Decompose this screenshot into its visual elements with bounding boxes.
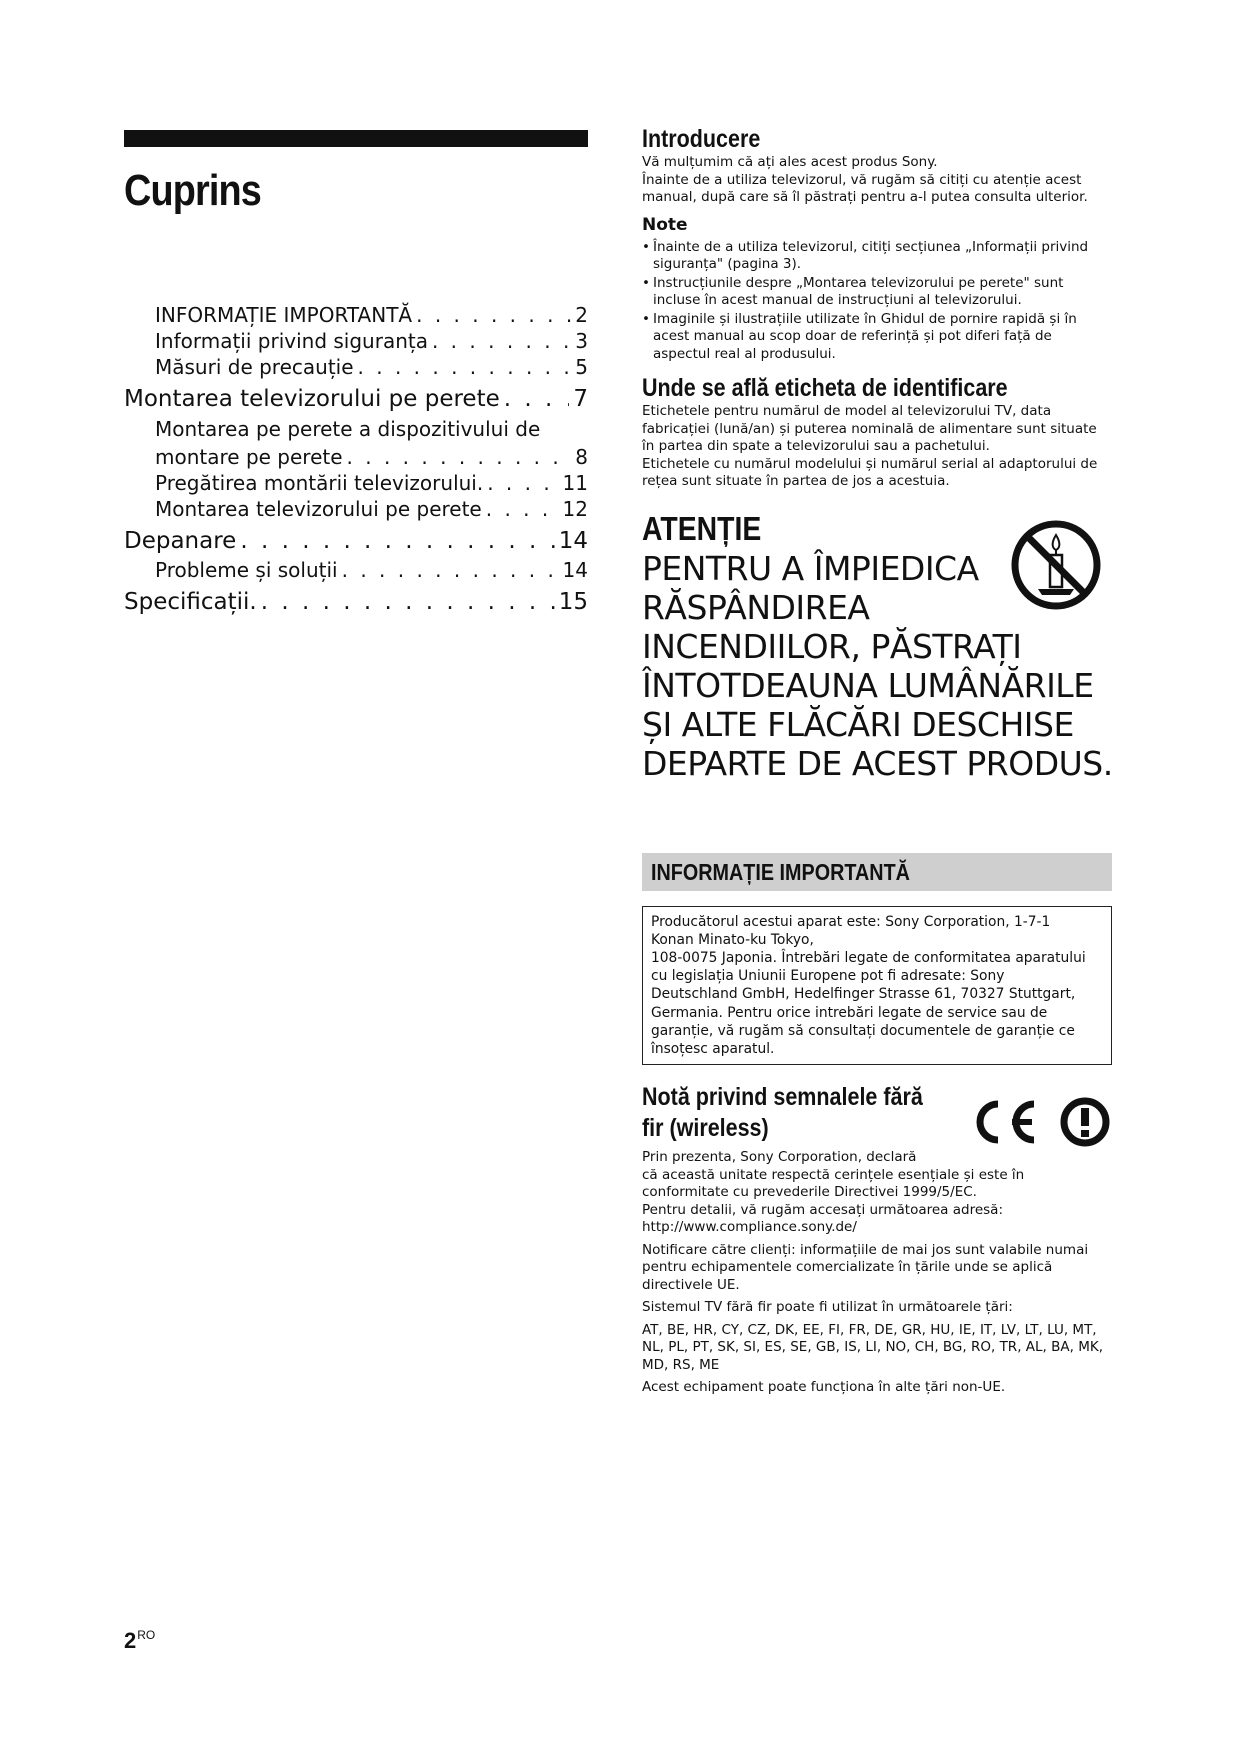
table-of-contents	[124, 130, 588, 615]
toc-entry[interactable]	[124, 526, 588, 557]
toc-entry-page: 11	[562, 471, 588, 495]
toc-leader	[358, 354, 572, 380]
toc-entry-page: 8	[575, 445, 588, 469]
toc-entry-page: 12	[562, 497, 588, 521]
toc-entry-label: montare pe perete	[155, 445, 343, 469]
intro-paragraph: Vă mulțumim că ați ales acest produs Sony.	[642, 154, 938, 170]
note-item: • Imaginile și ilustrațiile utilizate în Ghidul de pornire rapidă și în acest manual au scop doar de referință și pot diferi față de aspectul real al produsului.	[642, 311, 1112, 364]
wireless-paragraph: Acest echipament poate funcționa în alte țări non-UE.	[642, 1379, 1006, 1396]
intro-title: Introducere	[642, 125, 761, 153]
label-paragraph: Etichetele pentru numărul de model al televizorului TV, data fabricației (lună/an) și puterea nominală de alimentare sunt situate în partea din spate a televizorului sau a pachetului.	[642, 403, 1097, 454]
important-info-header	[642, 853, 1112, 891]
manufacturer-info-box	[642, 906, 1112, 1066]
page-number-value: 2	[124, 1628, 137, 1653]
toc-entry[interactable]	[124, 444, 588, 470]
toc-entry[interactable]	[124, 384, 588, 415]
no-candle-icon	[1010, 519, 1102, 611]
toc-entry[interactable]	[124, 328, 588, 354]
toc-leader	[487, 470, 558, 496]
toc-leader	[432, 328, 571, 354]
toc-entry-label: Specificații.	[124, 589, 257, 615]
note-item: • Înainte de a utiliza televizorul, citiți secțiunea „Informații privind siguranța" (pagina 3).	[642, 239, 1112, 274]
manufacturer-line: însoțesc aparatul.	[651, 1040, 775, 1057]
toc-leader	[261, 587, 555, 618]
note-item: • Instrucțiunile despre „Montarea televizorului pe perete" sunt incluse în acest manual de instrucțiuni al televizorului.	[642, 275, 1112, 310]
toc-entry-page: 15	[558, 589, 588, 615]
toc-entry-label: Depanare	[124, 528, 237, 554]
toc-entry-page: 5	[575, 355, 588, 379]
toc-leader	[347, 444, 572, 470]
manufacturer-line: Germania. Pentru orice intrebări legate de service sau de	[651, 1004, 1048, 1021]
manufacturer-line: Deutschland GmbH, Hedelfinger Strasse 61, 70327 Stuttgart,	[651, 986, 1076, 1003]
intro-section	[642, 124, 1112, 363]
manufacturer-line: 108-0075 Japonia. Întrebări legate de conformitatea aparatului	[651, 949, 1086, 966]
compliance-link[interactable]: http://www.compliance.sony.de/	[642, 1219, 857, 1236]
toc-entry-label: Măsuri de precauție	[155, 355, 354, 379]
warning-section	[642, 509, 1112, 783]
wireless-paragraph: Notificare către clienți: informațiile de mai jos sunt valabile numai pentru echipamentele comercializate în țările unde se aplică directivele UE.	[642, 1241, 1089, 1293]
manufacturer-line: Producătorul acestui aparat este: Sony Corporation, 1-7-1	[651, 913, 1051, 930]
toc-entry-label: Probleme și soluții	[155, 558, 338, 582]
toc-entry-label: Montarea televizorului pe perete	[155, 497, 482, 521]
toc-entry[interactable]	[124, 587, 588, 618]
wireless-title: Notă privind semnalele fără	[642, 1083, 923, 1112]
header-rule	[124, 130, 588, 147]
toc-entry-page: 2	[575, 303, 588, 327]
toc-entry[interactable]	[124, 557, 588, 583]
wireless-declaration-line: Pentru detalii, vă rugăm accesați următoarea adresă:	[642, 1201, 1003, 1218]
toc-entry-page: 3	[575, 329, 588, 353]
manufacturer-line: cu legislația Uniunii Europene pot fi adresate: Sony	[651, 968, 1005, 985]
toc-title: Cuprins	[124, 166, 261, 215]
label-section	[642, 373, 1112, 491]
important-info-section	[642, 853, 1112, 1066]
toc-entry-label: Informații privind siguranța	[155, 329, 428, 353]
manufacturer-line: Konan Minato-ku Tokyo,	[651, 931, 814, 948]
toc-leader	[504, 384, 570, 415]
country-list: AT, BE, HR, CY, CZ, DK, EE, FI, FR, DE, GR, HU, IE, IT, LV, LT, LU, MT, NL, PL, PT, SK, SI, ES, SE, GB, IS, LI, NO, CH, BG, RO, TR, AL, BA, MK, MD, RS, ME	[642, 1321, 1103, 1373]
intro-paragraph: Înainte de a utiliza televizorul, vă rugăm să citiți cu atenție acest manual, după care să îl păstrați pentru a-l putea consulta ulterior.	[642, 171, 1088, 205]
notes-title: Note	[642, 214, 688, 235]
toc-list	[124, 302, 588, 618]
content-column	[642, 124, 1112, 1397]
ce-alert-mark-icon	[960, 1092, 1110, 1152]
wireless-paragraph: Sistemul TV fără fir poate fi utilizat în următoarele țări:	[642, 1299, 1013, 1316]
warning-line: ȘI ALTE FLĂCĂRI DESCHISE	[642, 704, 1074, 744]
wireless-declaration-line: Prin prezenta, Sony Corporation, declară	[642, 1149, 917, 1166]
label-title: Unde se află eticheta de identificare	[642, 374, 1008, 402]
toc-leader	[416, 302, 571, 328]
toc-entry-page: 14	[562, 558, 588, 582]
label-paragraph: Etichetele cu numărul modelului și numărul serial al adaptorului de rețea sunt situate în partea de jos a acestuia.	[642, 455, 1098, 489]
toc-entry-page: 14	[558, 528, 588, 554]
page-language: RO	[137, 1628, 156, 1642]
page-number	[124, 1628, 155, 1654]
toc-entry[interactable]	[124, 302, 588, 328]
toc-entry-label: Montarea televizorului pe perete	[124, 386, 500, 412]
warning-title: ATENȚIE	[642, 509, 762, 547]
toc-leader	[240, 526, 554, 557]
warning-line: RĂSPÂNDIREA	[642, 587, 870, 627]
warning-line: DEPARTE DE ACEST PRODUS.	[642, 743, 1113, 783]
toc-entry[interactable]	[124, 470, 588, 496]
important-info-title: INFORMAȚIE IMPORTANTĂ	[651, 858, 910, 885]
warning-line: PENTRU A ÎMPIEDICA	[642, 548, 979, 588]
toc-entry-page: 7	[573, 386, 588, 412]
notes-list	[642, 239, 1112, 364]
manufacturer-line: garanție, vă rugăm să consultați documentele de garanție ce	[651, 1022, 1075, 1039]
toc-entry[interactable]	[124, 496, 588, 522]
wireless-declaration-line: că această unitate respectă cerințele esențiale și este în	[642, 1166, 1025, 1183]
toc-entry-label: INFORMAȚIE IMPORTANTĂ	[155, 303, 413, 327]
wireless-declaration-line: conformitate cu prevederile Directivei 1999/5/EC.	[642, 1184, 977, 1201]
toc-entry[interactable]	[124, 354, 588, 380]
toc-leader	[342, 557, 559, 583]
wireless-title-cont: fir (wireless)	[642, 1114, 769, 1143]
wireless-declaration	[642, 1149, 1112, 1237]
toc-entry-label: Pregătirea montării televizorului.	[155, 471, 484, 495]
toc-leader	[486, 496, 559, 522]
toc-entry-label[interactable]: Montarea pe perete a dispozitivului de	[155, 417, 541, 441]
warning-line: INCENDIILOR, PĂSTRAȚI	[642, 626, 1022, 666]
warning-line: ÎNTOTDEAUNA LUMÂNĂRILE	[642, 665, 1094, 705]
wireless-section	[642, 1082, 1112, 1397]
